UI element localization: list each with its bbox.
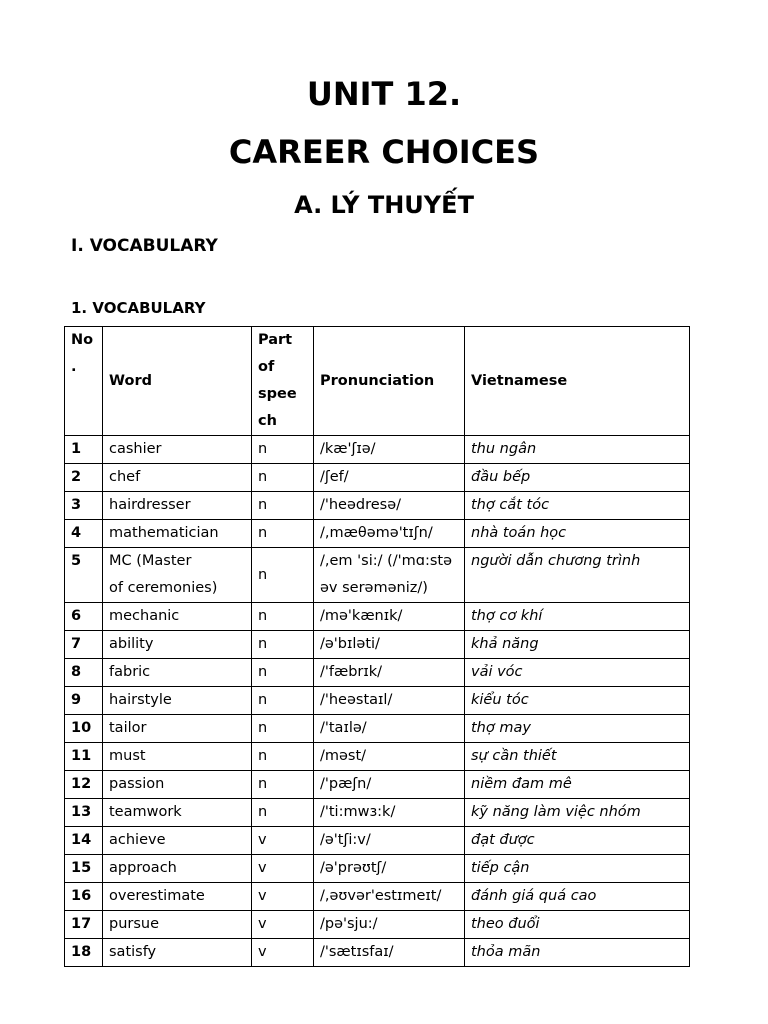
row-number: 8 (65, 659, 103, 687)
table-row (65, 436, 690, 464)
row-pronunciation: /ə'tʃi:v/ (314, 827, 465, 855)
row-vietnamese: niềm đam mê (465, 771, 690, 799)
row-vietnamese: kỹ năng làm việc nhóm (465, 799, 690, 827)
row-pronunciation: /,em 'si:/ (/'mɑ:stə əv serəməniz/) (314, 548, 465, 603)
row-part-of-speech: n (252, 659, 314, 687)
row-word: tailor (103, 715, 252, 743)
row-word: fabric (103, 659, 252, 687)
table-row (65, 799, 690, 827)
row-word: passion (103, 771, 252, 799)
row-part-of-speech: n (252, 771, 314, 799)
row-number: 11 (65, 743, 103, 771)
row-pronunciation: /'fæbrɪk/ (314, 659, 465, 687)
row-number: 16 (65, 883, 103, 911)
row-part-of-speech: n (252, 799, 314, 827)
row-part-of-speech: v (252, 939, 314, 967)
row-number: 17 (65, 911, 103, 939)
row-part-of-speech: v (252, 855, 314, 883)
row-number: 4 (65, 520, 103, 548)
row-pronunciation: /ʃef/ (314, 464, 465, 492)
column-header-word: Word (103, 327, 252, 436)
row-vietnamese: theo đuổi (465, 911, 690, 939)
table-row (65, 855, 690, 883)
row-pronunciation: /məst/ (314, 743, 465, 771)
row-part-of-speech: n (252, 520, 314, 548)
table-row (65, 464, 690, 492)
column-header-no: No . (65, 327, 103, 436)
row-number: 1 (65, 436, 103, 464)
table-row (65, 631, 690, 659)
row-vietnamese: sự cần thiết (465, 743, 690, 771)
theory-heading: A. LÝ THUYẾT (294, 191, 474, 219)
table-header-row (65, 327, 690, 436)
row-pronunciation: /'heədresə/ (314, 492, 465, 520)
row-vietnamese: vải vóc (465, 659, 690, 687)
row-vietnamese: thợ may (465, 715, 690, 743)
row-part-of-speech: n (252, 743, 314, 771)
table-row (65, 743, 690, 771)
row-number: 2 (65, 464, 103, 492)
row-vietnamese: đầu bếp (465, 464, 690, 492)
row-pronunciation: /pə'sju:/ (314, 911, 465, 939)
section-heading: I. VOCABULARY (71, 236, 218, 256)
table-row (65, 911, 690, 939)
subsection-heading: 1. VOCABULARY (71, 299, 206, 317)
row-pronunciation: /'heəstaɪl/ (314, 687, 465, 715)
row-part-of-speech: n (252, 492, 314, 520)
table-row (65, 939, 690, 967)
row-vietnamese: thợ cắt tóc (465, 492, 690, 520)
unit-title: UNIT 12. (306, 75, 462, 113)
vocabulary-table (64, 326, 690, 967)
row-pronunciation: /ə'bɪləti/ (314, 631, 465, 659)
row-number: 6 (65, 603, 103, 631)
row-part-of-speech: n (252, 436, 314, 464)
row-pronunciation: /'ti:mwɜ:k/ (314, 799, 465, 827)
row-vietnamese: người dẫn chương trình (465, 548, 690, 603)
row-word: mathematician (103, 520, 252, 548)
table-row (65, 603, 690, 631)
unit-subtitle: CAREER CHOICES (228, 133, 540, 171)
row-number: 18 (65, 939, 103, 967)
row-word: satisfy (103, 939, 252, 967)
column-header-pronunciation: Pronunciation (314, 327, 465, 436)
row-number: 10 (65, 715, 103, 743)
table-row (65, 771, 690, 799)
row-word: cashier (103, 436, 252, 464)
row-pronunciation: /'pæʃn/ (314, 771, 465, 799)
table-row (65, 548, 690, 603)
row-word: MC (Master of ceremonies) (103, 548, 252, 603)
row-pronunciation: /,mæθəmə'tɪʃn/ (314, 520, 465, 548)
row-word: approach (103, 855, 252, 883)
row-part-of-speech: n (252, 464, 314, 492)
row-word: pursue (103, 911, 252, 939)
row-vietnamese: thỏa mãn (465, 939, 690, 967)
table-row (65, 687, 690, 715)
row-pronunciation: /'sætɪsfaɪ/ (314, 939, 465, 967)
column-header-part-of-speech: Part of spee ch (252, 327, 314, 436)
row-part-of-speech: n (252, 715, 314, 743)
row-word: mechanic (103, 603, 252, 631)
row-vietnamese: thu ngân (465, 436, 690, 464)
row-vietnamese: đạt được (465, 827, 690, 855)
row-word: chef (103, 464, 252, 492)
row-part-of-speech: n (252, 548, 314, 603)
row-number: 9 (65, 687, 103, 715)
row-pronunciation: /ə'prəʊtʃ/ (314, 855, 465, 883)
row-word: hairdresser (103, 492, 252, 520)
table-row (65, 659, 690, 687)
row-part-of-speech: n (252, 603, 314, 631)
row-pronunciation: /kæ'ʃɪə/ (314, 436, 465, 464)
row-pronunciation: /mə'kænɪk/ (314, 603, 465, 631)
row-word: must (103, 743, 252, 771)
row-vietnamese: thợ cơ khí (465, 603, 690, 631)
row-part-of-speech: v (252, 883, 314, 911)
row-part-of-speech: n (252, 687, 314, 715)
row-number: 3 (65, 492, 103, 520)
column-header-vietnamese: Vietnamese (465, 327, 690, 436)
row-number: 14 (65, 827, 103, 855)
table-row (65, 520, 690, 548)
row-vietnamese: nhà toán học (465, 520, 690, 548)
row-number: 13 (65, 799, 103, 827)
table-row (65, 883, 690, 911)
row-word: ability (103, 631, 252, 659)
row-number: 5 (65, 548, 103, 603)
row-part-of-speech: n (252, 631, 314, 659)
row-part-of-speech: v (252, 911, 314, 939)
row-word: teamwork (103, 799, 252, 827)
row-vietnamese: khả năng (465, 631, 690, 659)
row-pronunciation: /'taɪlə/ (314, 715, 465, 743)
table-row (65, 827, 690, 855)
table-row (65, 715, 690, 743)
row-pronunciation: /,əʊvər'estɪmeɪt/ (314, 883, 465, 911)
row-word: overestimate (103, 883, 252, 911)
table-body (65, 436, 690, 967)
row-vietnamese: tiếp cận (465, 855, 690, 883)
table-row (65, 492, 690, 520)
row-vietnamese: đánh giá quá cao (465, 883, 690, 911)
row-number: 12 (65, 771, 103, 799)
row-word: achieve (103, 827, 252, 855)
row-number: 7 (65, 631, 103, 659)
row-part-of-speech: v (252, 827, 314, 855)
row-number: 15 (65, 855, 103, 883)
row-word: hairstyle (103, 687, 252, 715)
row-vietnamese: kiểu tóc (465, 687, 690, 715)
